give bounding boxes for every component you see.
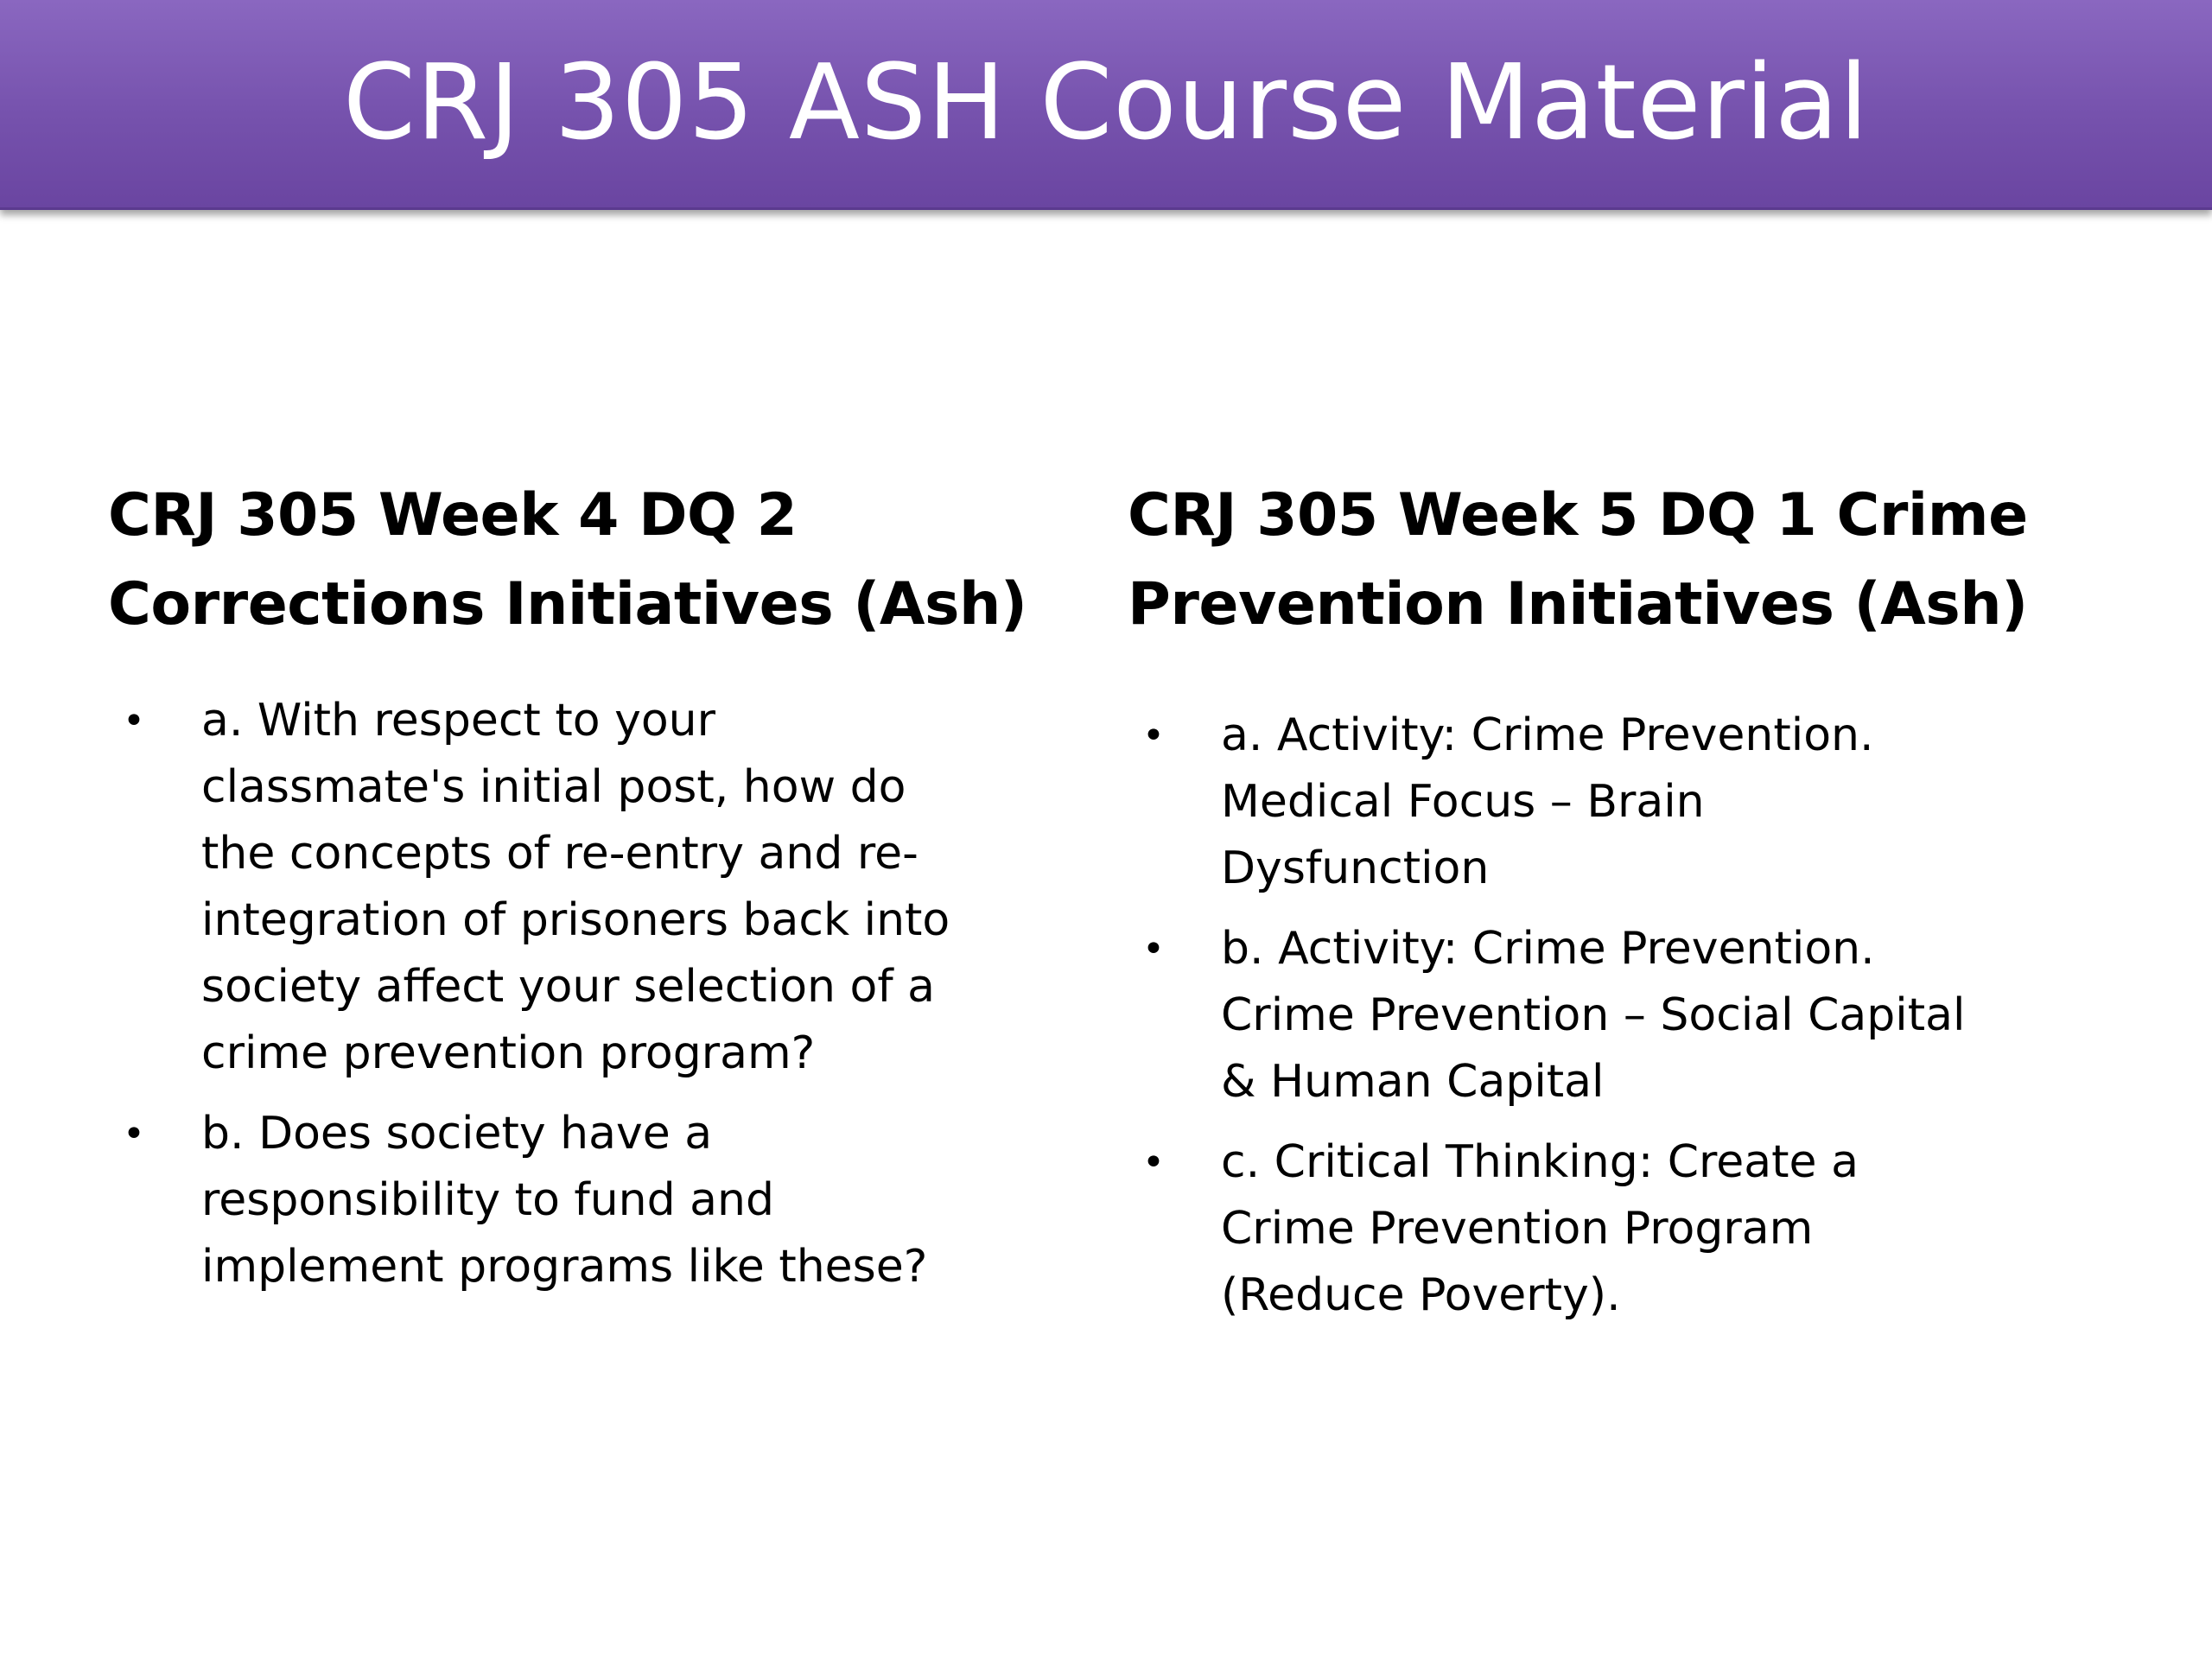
- left-column-heading: [108, 471, 1041, 649]
- list-item: [1128, 702, 2078, 902]
- bullet-dot-icon: •: [123, 699, 145, 743]
- bullet-line: crime prevention program?: [201, 1027, 816, 1079]
- bullet-line: & Human Capital: [1221, 1056, 1605, 1108]
- bullet-line: b. Activity: Crime Prevention.: [1221, 923, 1875, 975]
- bullet-line: Crime Prevention Program: [1221, 1203, 1814, 1255]
- bullet-line: implement programs like these?: [201, 1241, 928, 1293]
- bullet-line: integration of prisoners back into: [201, 894, 950, 946]
- left-heading-line-1: CRJ 305 Week 4 DQ 2: [108, 481, 798, 550]
- bullet-line: Crime Prevention – Social Capital: [1221, 989, 1966, 1041]
- title-bar: [0, 0, 2212, 210]
- bullet-line: Dysfunction: [1221, 842, 1490, 894]
- slide-title: CRJ 305 ASH Course Material: [342, 43, 1870, 163]
- bullet-dot-icon: •: [1142, 927, 1165, 971]
- bullet-line: a. Activity: Crime Prevention.: [1221, 709, 1874, 761]
- bullet-line: (Reduce Poverty).: [1221, 1269, 1621, 1321]
- bullet-dot-icon: •: [1142, 1141, 1165, 1185]
- right-heading-line-1: CRJ 305 Week 5 DQ 1 Crime: [1128, 481, 2028, 550]
- list-item: [1128, 1129, 2078, 1329]
- right-bullet-list: [1128, 702, 2078, 1329]
- bullet-line: the concepts of re-entry and re-: [201, 828, 918, 880]
- list-item: [108, 1101, 1041, 1300]
- left-column: [108, 471, 1041, 1314]
- bullet-line: society affect your selection of a: [201, 961, 936, 1013]
- bullet-line: a. With respect to your: [201, 695, 716, 747]
- bullet-dot-icon: •: [1142, 714, 1165, 758]
- bullet-line: responsibility to fund and: [201, 1174, 774, 1226]
- bullet-line: c. Critical Thinking: Create a: [1221, 1136, 1859, 1188]
- right-column: [1128, 471, 2078, 1343]
- bullet-line: classmate's initial post, how do: [201, 761, 906, 813]
- list-item: [108, 688, 1041, 1087]
- left-heading-line-2: Corrections Initiatives (Ash): [108, 570, 1027, 639]
- bullet-line: Medical Focus – Brain: [1221, 776, 1705, 828]
- right-column-heading: [1128, 471, 2078, 649]
- bullet-line: b. Does society have a: [201, 1108, 713, 1160]
- left-bullet-list: [108, 688, 1041, 1300]
- list-item: [1128, 916, 2078, 1116]
- bullet-dot-icon: •: [123, 1112, 145, 1156]
- right-heading-line-2: Prevention Initiatives (Ash): [1128, 570, 2028, 639]
